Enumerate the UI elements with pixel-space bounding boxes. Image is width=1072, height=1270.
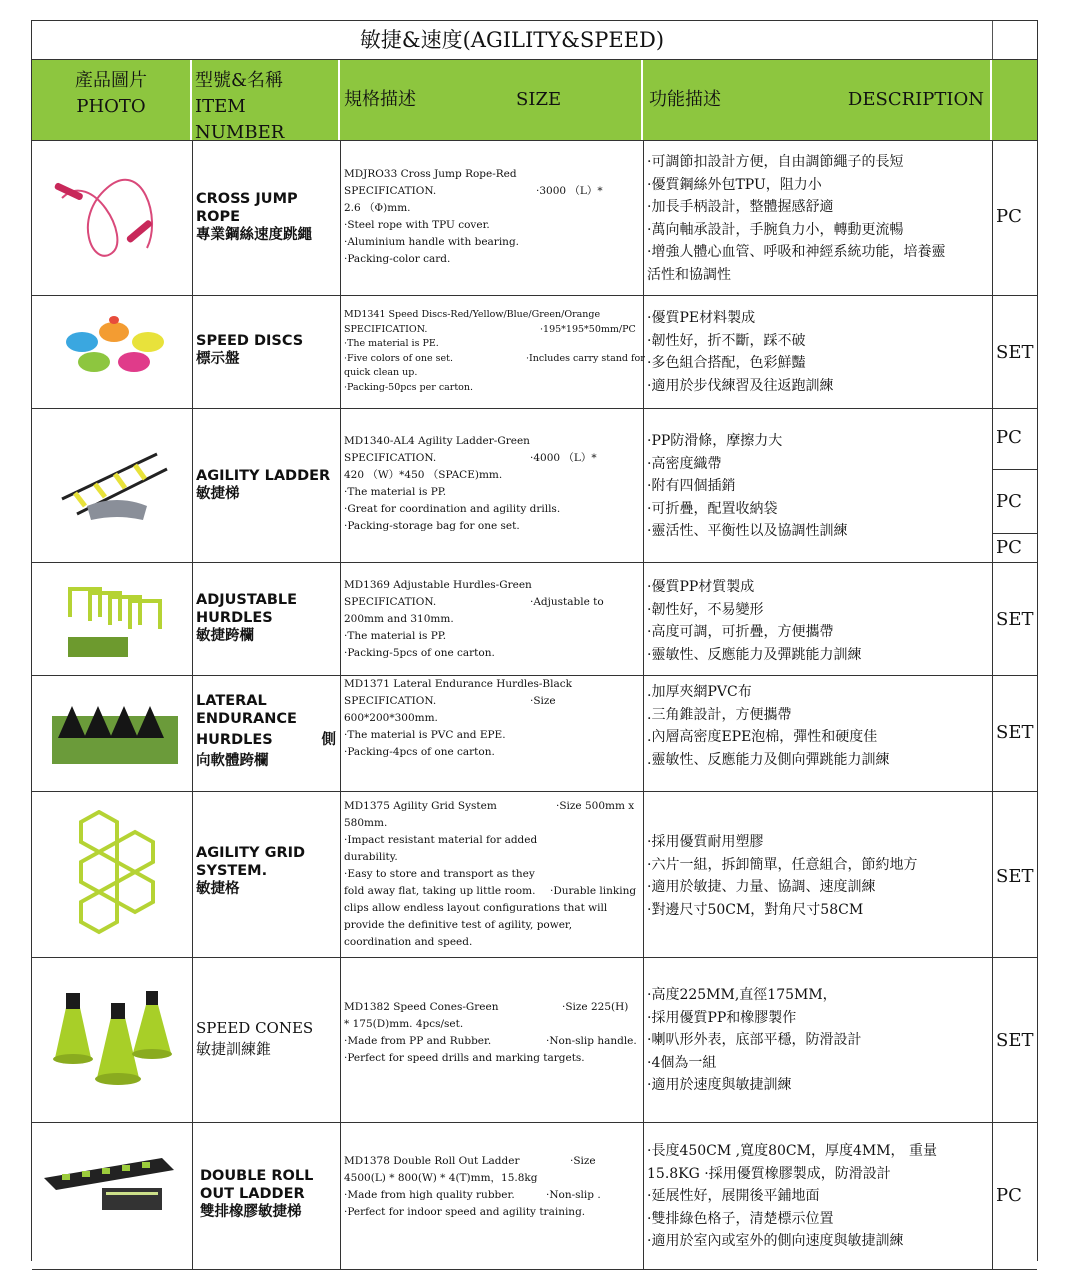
header-description: 功能描述 DESCRIPTION (643, 60, 992, 140)
header-photo: 產品圖片 PHOTO (32, 60, 192, 140)
product-row (32, 563, 1037, 676)
product-spec: MD1341 Speed Discs-Red/Yellow/Blue/Green/Orange SPECIFICATION. ·195*195*50mm/PC ·The material is PE. ·Five colors of one set. ·Includes carry stand for quick clean up. ·Packing-50pcs per carton. (344, 309, 645, 393)
lateral-hurdles-photo (50, 688, 180, 768)
header-spec: 規格描述 SIZE (340, 60, 643, 140)
product-row (32, 792, 1037, 958)
product-spec: MD1375 Agility Grid System ·Size 500mm x 580mm. ·Impact resistant material for added durability. ·Easy to store and transport as they fold away flat, taking up little room. ·Durable linking clips allow endless layout configurations that will provide the definitive test of agility, power, coordination and speed. (344, 800, 637, 948)
product-row (32, 140, 1037, 296)
product-name: SPEED DISCS 標示盤 (196, 333, 304, 367)
product-name: AGILITY LADDER 敏捷梯 (196, 468, 331, 502)
product-row (32, 958, 1037, 1123)
product-name: SPEED CONES 敏捷訓練錐 (196, 1019, 314, 1058)
header-unit (992, 60, 1037, 140)
unit-label: PC (996, 1185, 1022, 1206)
product-spec: MDJRO33 Cross Jump Rope-Red SPECIFICATION. ·3000 （L）* 2.6 （Φ)mm. ·Steel rope with TPU cover. ·Aluminium handle with bearing. ·Packing-color card. (344, 168, 603, 265)
speed-cones-photo (47, 983, 182, 1103)
product-catalog-sheet (31, 20, 1038, 1261)
product-description: ·長度450CM ,寬度80CM，厚度4MM， 重量 15.8KG ·採用優質橡膠製成，防滑設計 ·延展性好，展開後平鋪地面 ·雙排綠色格子，清楚標示位置 ·適用於室內或室外的側向速度與敏捷訓練 (647, 1143, 938, 1249)
product-name: ADJUSTABLE HURDLES 敏捷跨欄 (196, 592, 298, 644)
speed-discs-photo (54, 310, 174, 380)
product-name: LATERAL ENDURANCE HURDLES 側 向軟體跨欄 (196, 693, 336, 769)
product-spec: MD1340-AL4 Agility Ladder-Green SPECIFICATION. ·4000 （L）* 420 （W）*450 （SPACE)mm. ·The material is PP. ·Great for coordination and agility drills. ·Packing-storage bag for one set. (344, 435, 597, 532)
product-description: ·採用優質耐用塑膠 ·六片一組，拆卸簡單，任意組合，節約地方 ·適用於敏捷、力量、協調、速度訓練 ·對邊尺寸50CM，對角尺寸58CM (647, 834, 918, 918)
unit-label: PC (996, 491, 1022, 512)
unit-label: SET (996, 866, 1034, 887)
roll-out-ladder-photo (42, 1158, 182, 1213)
unit-label: PC (996, 427, 1022, 448)
product-description: ·優質PE材料製成 ·韌性好，折不斷，踩不破 ·多色組合搭配，色彩鮮豔 ·適用於步伐練習及往返跑訓練 (647, 310, 834, 394)
product-description: .加厚夾網PVC布 .三角錐設計，方便攜帶 .內層高密度EPE泡棉，彈性和硬度佳 .靈敏性、反應能力及側向彈跳能力訓練 (647, 684, 890, 768)
unit-label: PC (996, 206, 1022, 227)
product-description: ·優質PP材質製成 ·韌性好，不易變形 ·高度可調，可折疊，方便攜帶 ·靈敏性、反應能力及彈跳能力訓練 (647, 579, 862, 663)
agility-ladder-photo (57, 444, 177, 524)
product-row (32, 296, 1037, 409)
page-title: 敏捷&速度(AGILITY&SPEED) (359, 28, 665, 52)
unit-label: SET (996, 609, 1034, 630)
product-name: AGILITY GRID SYSTEM. 敏捷格 (196, 845, 306, 897)
unit-label: SET (996, 722, 1034, 743)
unit-label: PC (996, 537, 1022, 558)
product-description: ·PP防滑條，摩擦力大 ·高密度織帶 ·附有四個插銷 ·可折疊，配置收納袋 ·靈活性、平衡性以及協調性訓練 (647, 433, 848, 539)
unit-label: SET (996, 1030, 1034, 1051)
product-name: DOUBLE ROLL OUT LADDER 雙排橡膠敏捷梯 (200, 1168, 314, 1220)
agility-grid-photo (67, 810, 167, 935)
table-header (32, 59, 1037, 141)
product-spec: MD1369 Adjustable Hurdles-Green SPECIFICATION. ·Adjustable to 200mm and 310mm. ·The material is PP. ·Packing-5pcs of one carton. (344, 579, 604, 659)
unit-label: SET (996, 342, 1034, 363)
title-side-cell (992, 21, 1038, 59)
product-row (32, 1123, 1037, 1270)
product-description: ·可調節扣設計方便，自由調節繩子的長短 ·優質鋼絲外包TPU，阻力小 ·加長手柄設計，整體握感舒適 ·萬向軸承設計，手腕負力小，轉動更流暢 ·增強人體心血管、呼吸和神經系統功能，培養靈 活性和協調性 (647, 154, 946, 283)
product-name: CROSS JUMP ROPE 專業鋼絲速度跳繩 (196, 191, 312, 243)
product-spec: MD1378 Double Roll Out Ladder ·Size 4500(L) * 800(W) * 4(T)mm，15.8kg ·Made from high quality rubber. ·Non-slip . ·Perfect for indoor speed and agility training. (344, 1155, 601, 1218)
product-row (32, 409, 1037, 563)
product-description: ·高度225MM,直徑175MM， ·採用優質PP和橡膠製作 ·喇叭形外表，底部平穩，防滑設計 ·4個為一組 ·適用於速度與敏捷訓練 (647, 987, 862, 1093)
product-spec: MD1371 Lateral Endurance Hurdles-Black SPECIFICATION. ·Size 600*200*300mm. ·The material is PVC and EPE. ·Packing-4pcs of one carton. (344, 678, 573, 758)
header-item: 型號&名稱 ITEM NUMBER (192, 60, 340, 140)
jump-rope-photo (52, 158, 177, 268)
product-row (32, 676, 1037, 792)
product-spec: MD1382 Speed Cones-Green ·Size 225(H) * 175(D)mm. 4pcs/set. ·Made from PP and Rubber. ·Non-slip handle. ·Perfect for speed drills and marking targets. (344, 1001, 637, 1064)
adjustable-hurdles-photo (60, 577, 175, 662)
